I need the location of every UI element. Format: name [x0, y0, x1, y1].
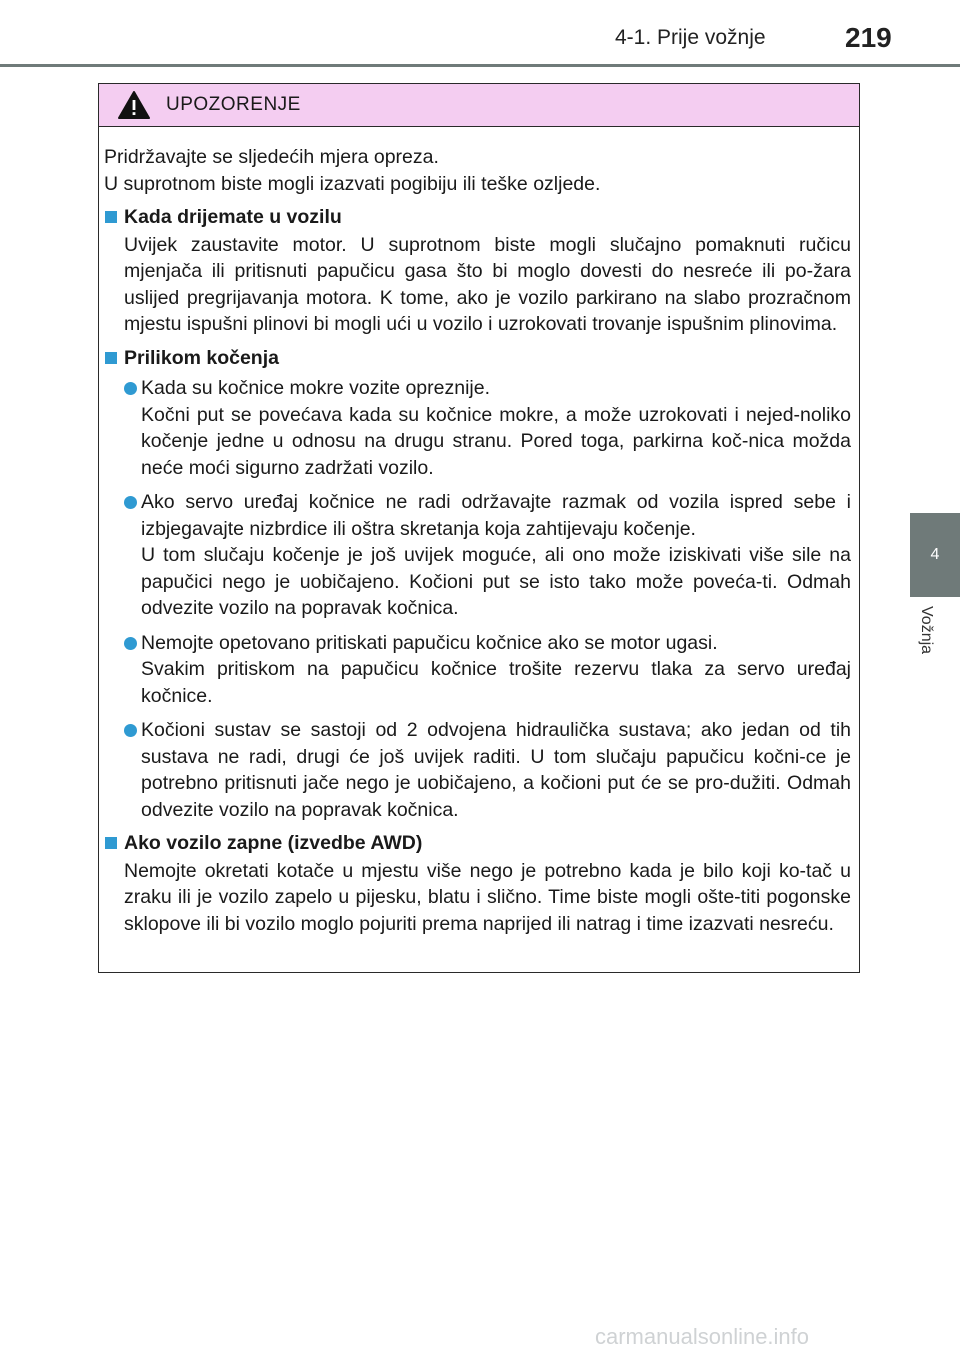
section-title: Ako vozilo zapne (izvedbe AWD) — [124, 832, 423, 854]
circle-bullet-icon — [124, 637, 137, 650]
warning-title: UPOZORENJE — [166, 94, 301, 115]
warning-body — [99, 127, 859, 937]
intro-paragraph — [104, 144, 851, 197]
bullet-item — [104, 375, 851, 481]
section-sleeping — [104, 204, 851, 338]
bullet-line: Kočni put se povećava kada su kočnice mokre, a može uzrokovati i nejed-noliko kočenje jedne u odnosu na drugu stranu. Pored toga, parkirna koč-nica možda neće moći sigurno zadržati vozilo. — [141, 403, 851, 479]
bullet-line: Svakim pritiskom na papučicu kočnice trošite rezervu tlaka za servo uređaj kočnice. — [141, 658, 851, 707]
section-heading — [104, 204, 851, 231]
circle-bullet-icon — [124, 496, 137, 509]
bullet-line: Kočioni sustav se sastoji od 2 odvojena hidraulička sustava; ako jedan od tih sustava ne radi, drugi će još uvijek raditi. U tom slučaju papučicu kočni-ce je potrebno pritisnuti jače nego je uobičajeno, a kočioni put će se pro-dužiti. Odmah odvezite vozilo na popravak kočnica. — [141, 719, 851, 821]
bullet-line: U tom slučaju kočenje je još uvijek moguće, ali ono može iziskivati više sile na papučici nego je uobičajeno. Kočioni put se isto tako može poveća-ti. Odmah odvezite vozilo na popravak kočnica. — [141, 544, 851, 619]
bullet-line: Nemojte opetovano pritiskati papučicu kočnice ako se motor ugasi. — [141, 631, 718, 654]
section-heading — [104, 345, 851, 372]
header-rule — [0, 64, 960, 67]
square-bullet-icon — [105, 352, 117, 364]
bullet-item — [104, 717, 851, 823]
warning-box — [98, 83, 860, 973]
section-title: Prilikom kočenja — [124, 346, 279, 369]
intro-line: Pridržavajte se sljedećih mjera opreza. — [104, 146, 439, 168]
section-title: Kada drijemate u vozilu — [124, 206, 342, 228]
square-bullet-icon — [105, 837, 117, 849]
bullet-item — [104, 630, 851, 710]
square-bullet-icon — [105, 211, 117, 223]
circle-bullet-icon — [124, 724, 137, 737]
warning-triangle-icon — [117, 90, 151, 120]
section-stuck-vehicle — [104, 830, 851, 937]
bullet-line: Ako servo uređaj kočnice ne radi održavajte razmak od vozila ispred sebe i izbjegavajte nizbrdice ili oštra skretanja koja zahtijevaju kočenje. — [141, 491, 851, 540]
section-heading — [104, 830, 851, 857]
circle-bullet-icon — [124, 382, 137, 395]
header-section-title: 4-1. Prije vožnje — [615, 26, 766, 49]
intro-line: U suprotnom biste mogli izazvati pogibiju ili teške ozljede. — [104, 172, 601, 195]
section-braking — [104, 345, 851, 824]
watermark: carmanualsonline.info — [595, 1324, 810, 1349]
chapter-label: Vožnja — [918, 606, 935, 655]
warning-header — [99, 84, 859, 127]
section-text: Uvijek zaustavite motor. U suprotnom biste mogli slučajno pomaknuti ručicu mjenjača ili pritisnuti papučicu gasa što bi moglo dovesti do nesreće ili po-žara uslijed pregrijavanja motora. K tome, ako je vozilo parkirano na slabo prozračnom mjestu ispušni plinovi bi mogli ući u vozilo i uzrokovati trovanje ispušnim plinovima. — [124, 233, 851, 335]
section-text: Nemojte okretati kotače u mjestu više nego je potrebno kada je bilo koji ko-tač u zraku ili je vozilo zapelo u pijesku, blatu i slično. Time biste mogli ošte-titi pogonske sklopove ili bi vozilo moglo pojuriti prema naprijed ili natrag i time izazvati nesreću. — [124, 859, 851, 935]
chapter-number: 4 — [930, 546, 940, 563]
bullet-line: Kada su kočnice mokre vozite opreznije. — [141, 377, 491, 399]
bullet-item — [104, 489, 851, 622]
page-number: 219 — [845, 22, 892, 53]
chapter-tab — [910, 513, 960, 597]
